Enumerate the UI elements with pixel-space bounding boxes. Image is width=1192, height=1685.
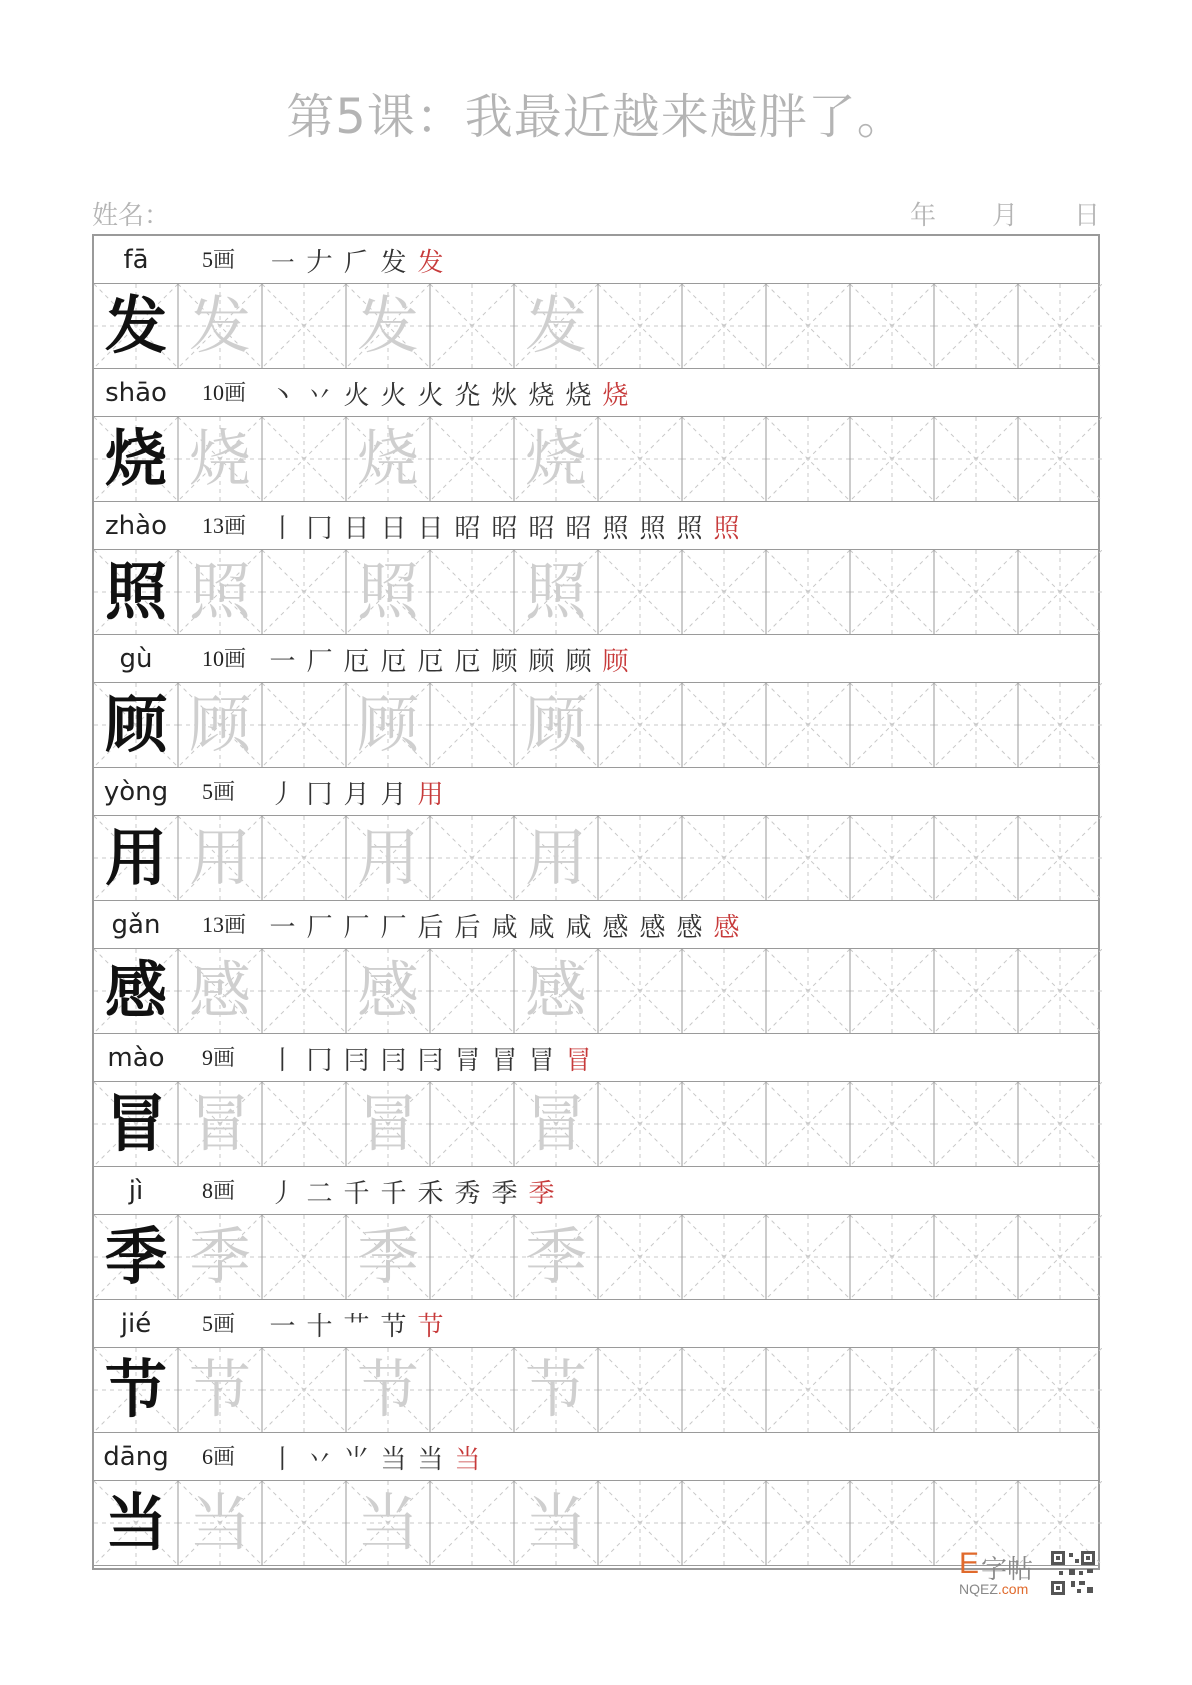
stroke-step: 顾 xyxy=(602,646,629,677)
trace-character: 照 xyxy=(188,555,251,628)
stroke-step: 冃 xyxy=(417,1045,444,1076)
stroke-count: 13画 xyxy=(202,513,247,538)
model-character: 顾 xyxy=(104,688,167,761)
stroke-step: 丿 xyxy=(269,779,296,810)
stroke-count: 9画 xyxy=(202,1045,236,1070)
stroke-count: 13画 xyxy=(202,912,247,937)
stroke-step: 照 xyxy=(639,513,666,544)
trace-character: 当 xyxy=(356,1486,419,1559)
stroke-step: 丷 xyxy=(306,1444,333,1475)
stroke-order-sequence xyxy=(264,1167,560,1215)
qr-code-icon xyxy=(1051,1551,1095,1595)
trace-character: 冒 xyxy=(524,1087,587,1160)
stroke-step: 𠂇 xyxy=(306,247,333,278)
stroke-step: 炏 xyxy=(491,380,518,411)
stroke-count: 8画 xyxy=(202,1178,236,1203)
trace-character: 当 xyxy=(524,1486,587,1559)
stroke-step: 日 xyxy=(417,513,444,544)
practice-grid-row xyxy=(94,816,1098,901)
trace-character: 烧 xyxy=(524,422,587,495)
stroke-step: 当 xyxy=(454,1444,481,1475)
stroke-step: 冒 xyxy=(565,1045,592,1076)
stroke-info-row xyxy=(94,635,1098,683)
stroke-step: ⺌ xyxy=(343,1444,370,1475)
brand-e: E xyxy=(959,1547,980,1580)
stroke-step: 日 xyxy=(343,513,370,544)
stroke-step: 冂 xyxy=(306,779,333,810)
stroke-step: 后 xyxy=(454,912,481,943)
pinyin-label: gǎn xyxy=(111,910,161,940)
stroke-info-row xyxy=(94,369,1098,417)
stroke-step: 十 xyxy=(306,1311,333,1342)
stroke-step: 厂 xyxy=(306,646,333,677)
trace-character: 季 xyxy=(524,1220,587,1293)
trace-character: 感 xyxy=(356,954,419,1027)
practice-grid-row xyxy=(94,1481,1098,1566)
brand-name: 字帖 xyxy=(981,1555,1034,1585)
stroke-step: 丿 xyxy=(269,1178,296,1209)
pinyin-label: shāo xyxy=(105,378,167,408)
practice-grid-row xyxy=(94,1082,1098,1167)
stroke-order-sequence xyxy=(264,236,449,284)
stroke-step: 昭 xyxy=(528,513,555,544)
stroke-step: 季 xyxy=(528,1178,555,1209)
stroke-order-sequence xyxy=(264,768,449,816)
stroke-step: 火 xyxy=(417,380,444,411)
stroke-step: 禾 xyxy=(417,1178,444,1209)
trace-character: 烧 xyxy=(188,422,251,495)
stroke-step: 一 xyxy=(269,1311,296,1342)
trace-character: 用 xyxy=(524,821,587,894)
day-label: 日 xyxy=(1074,201,1101,231)
practice-sheet xyxy=(92,234,1100,1570)
stroke-info-row xyxy=(94,1433,1098,1481)
stroke-step: 一 xyxy=(269,912,296,943)
stroke-step: 冒 xyxy=(528,1045,555,1076)
brand-logo xyxy=(959,1547,1099,1607)
stroke-step: 火 xyxy=(380,380,407,411)
stroke-step: 冂 xyxy=(306,513,333,544)
trace-character: 发 xyxy=(188,289,251,362)
trace-character: 用 xyxy=(356,821,419,894)
stroke-info-row xyxy=(94,1167,1098,1215)
stroke-step: 月 xyxy=(380,779,407,810)
stroke-step: 照 xyxy=(713,513,740,544)
trace-character: 发 xyxy=(524,289,587,362)
stroke-step: 发 xyxy=(380,247,407,278)
trace-character: 顾 xyxy=(524,688,587,761)
stroke-step: 火 xyxy=(343,380,370,411)
trace-character: 感 xyxy=(524,954,587,1027)
trace-character: 感 xyxy=(188,954,251,1027)
pinyin-label: fā xyxy=(123,245,149,275)
stroke-step: 冂 xyxy=(306,1045,333,1076)
name-label: 姓名： xyxy=(92,201,171,231)
practice-grid-row xyxy=(94,284,1098,369)
stroke-step: 灮 xyxy=(454,380,481,411)
stroke-step: 厄 xyxy=(343,646,370,677)
stroke-step: 丨 xyxy=(269,1045,296,1076)
model-character: 当 xyxy=(104,1486,167,1559)
stroke-step: 厄 xyxy=(454,646,481,677)
stroke-step: 节 xyxy=(380,1311,407,1342)
pinyin-label: jié xyxy=(120,1309,152,1339)
trace-character: 烧 xyxy=(356,422,419,495)
stroke-step: 感 xyxy=(602,912,629,943)
trace-character: 节 xyxy=(356,1353,419,1426)
month-label: 月 xyxy=(992,201,1019,231)
stroke-step: 厂 xyxy=(380,912,407,943)
year-label: 年 xyxy=(910,201,937,231)
trace-character: 照 xyxy=(356,555,419,628)
stroke-step: 节 xyxy=(417,1311,444,1342)
stroke-step: 咸 xyxy=(565,912,592,943)
stroke-step: 顾 xyxy=(565,646,592,677)
stroke-info-row xyxy=(94,901,1098,949)
stroke-step: 烧 xyxy=(528,380,555,411)
stroke-step: 顾 xyxy=(528,646,555,677)
stroke-step: 冒 xyxy=(491,1045,518,1076)
stroke-step: 感 xyxy=(676,912,703,943)
pinyin-label: dāng xyxy=(103,1442,169,1472)
practice-grid-row xyxy=(94,949,1098,1034)
stroke-step: 发 xyxy=(417,247,444,278)
stroke-step: 昭 xyxy=(454,513,481,544)
trace-character: 冒 xyxy=(188,1087,251,1160)
practice-grid-row xyxy=(94,1348,1098,1433)
stroke-info-row xyxy=(94,502,1098,550)
trace-character: 顾 xyxy=(188,688,251,761)
model-character: 季 xyxy=(104,1220,167,1293)
stroke-step: 咸 xyxy=(528,912,555,943)
page-title: 第5课：我最近越来越胖了。 xyxy=(286,89,906,145)
stroke-step: 厂 xyxy=(343,912,370,943)
site-main: NQEZ xyxy=(959,1581,998,1597)
model-character: 冒 xyxy=(104,1087,167,1160)
stroke-order-sequence xyxy=(264,635,634,683)
practice-grid-row xyxy=(94,550,1098,635)
stroke-step: 感 xyxy=(713,912,740,943)
site-tld: .com xyxy=(997,1581,1029,1597)
model-character: 烧 xyxy=(104,422,167,495)
stroke-order-sequence xyxy=(264,901,745,949)
stroke-step: 用 xyxy=(417,779,444,810)
stroke-step: 昭 xyxy=(491,513,518,544)
stroke-order-sequence xyxy=(264,369,634,417)
stroke-step: 千 xyxy=(343,1178,370,1209)
stroke-step: 冐 xyxy=(454,1045,481,1076)
stroke-count: 6画 xyxy=(202,1444,236,1469)
stroke-step: 照 xyxy=(602,513,629,544)
stroke-step: 月 xyxy=(343,779,370,810)
stroke-order-sequence xyxy=(264,1034,597,1082)
stroke-step: 丷 xyxy=(306,380,333,411)
trace-character: 照 xyxy=(524,555,587,628)
stroke-count: 5画 xyxy=(202,779,236,804)
stroke-step: 感 xyxy=(639,912,666,943)
stroke-step: ㇐ xyxy=(269,247,296,278)
stroke-order-sequence xyxy=(264,502,745,550)
stroke-step: 烧 xyxy=(602,380,629,411)
trace-character: 节 xyxy=(188,1353,251,1426)
model-character: 照 xyxy=(104,555,167,628)
trace-character: 冒 xyxy=(356,1087,419,1160)
stroke-count: 10画 xyxy=(202,380,247,405)
trace-character: 顾 xyxy=(356,688,419,761)
trace-character: 用 xyxy=(188,821,251,894)
pinyin-label: jì xyxy=(128,1176,144,1206)
model-character: 用 xyxy=(104,821,167,894)
stroke-step: 厂 xyxy=(306,912,333,943)
stroke-step: 千 xyxy=(380,1178,407,1209)
practice-grid-row xyxy=(94,683,1098,768)
stroke-step: 照 xyxy=(676,513,703,544)
stroke-step: 日 xyxy=(380,513,407,544)
pinyin-label: yòng xyxy=(103,777,169,807)
pinyin-label: mào xyxy=(107,1043,165,1073)
stroke-count: 5画 xyxy=(202,247,236,272)
practice-grid-row xyxy=(94,1215,1098,1300)
stroke-step: 一 xyxy=(269,646,296,677)
pinyin-label: zhào xyxy=(105,511,167,541)
model-character: 感 xyxy=(104,954,167,1027)
trace-character: 当 xyxy=(188,1486,251,1559)
stroke-step: 顾 xyxy=(491,646,518,677)
stroke-step: 季 xyxy=(491,1178,518,1209)
stroke-step: 后 xyxy=(417,912,444,943)
brand-site xyxy=(959,1581,1028,1597)
stroke-step: 二 xyxy=(306,1178,333,1209)
stroke-step: 丨 xyxy=(269,513,296,544)
stroke-count: 5画 xyxy=(202,1311,236,1336)
stroke-step: 当 xyxy=(380,1444,407,1475)
stroke-step: 𠂆 xyxy=(343,247,370,278)
trace-character: 季 xyxy=(188,1220,251,1293)
stroke-info-row xyxy=(94,236,1098,284)
stroke-step: 艹 xyxy=(343,1311,370,1342)
trace-character: 季 xyxy=(356,1220,419,1293)
stroke-info-row xyxy=(94,1300,1098,1348)
stroke-step: 丨 xyxy=(269,1444,296,1475)
stroke-order-sequence xyxy=(264,1433,486,1481)
stroke-count: 10画 xyxy=(202,646,247,671)
model-character: 节 xyxy=(104,1353,167,1426)
stroke-order-sequence xyxy=(264,1300,449,1348)
stroke-step: 咸 xyxy=(491,912,518,943)
stroke-step: 秀 xyxy=(454,1178,481,1209)
stroke-step: 当 xyxy=(417,1444,444,1475)
stroke-step: 丶 xyxy=(269,380,296,411)
pinyin-label: gù xyxy=(119,644,153,674)
practice-grid-row xyxy=(94,417,1098,502)
stroke-step: 厄 xyxy=(380,646,407,677)
stroke-step: 冃 xyxy=(343,1045,370,1076)
stroke-step: 烧 xyxy=(565,380,592,411)
stroke-step: 昭 xyxy=(565,513,592,544)
stroke-step: 冃 xyxy=(380,1045,407,1076)
trace-character: 发 xyxy=(356,289,419,362)
stroke-info-row xyxy=(94,768,1098,816)
model-character: 发 xyxy=(104,289,167,362)
trace-character: 节 xyxy=(524,1353,587,1426)
stroke-info-row xyxy=(94,1034,1098,1082)
stroke-step: 厄 xyxy=(417,646,444,677)
